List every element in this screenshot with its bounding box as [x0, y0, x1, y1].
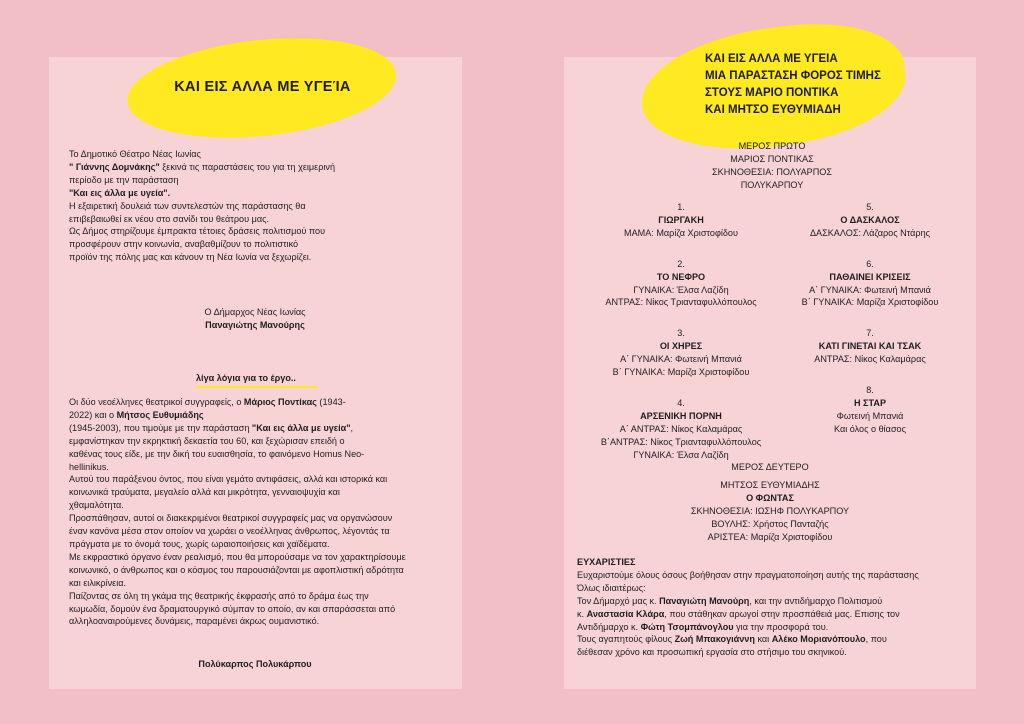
scene-number: 7.	[866, 328, 874, 339]
part-one-direction: ΣΚΗΝΟΘΕΣΙΑ: ΠΟΛΥΑΡΠΟΣ	[712, 166, 832, 177]
right-title-line: ΣΤΟΥΣ ΜΑΡΙΟ ΠΟΝΤΙΚΑ	[705, 87, 839, 99]
scene-number: 6.	[866, 258, 874, 269]
scene-title: ΟΙ ΧΗΡΕΣ	[659, 341, 703, 352]
scene-block	[782, 201, 958, 240]
scene-title: ΠΑΘΑΙΝΕΙ ΚΡΙΣΕΙΣ	[829, 271, 911, 282]
scene-cast: ΓΥΝΑΙΚΑ: Έλσα Λαζίδη	[633, 449, 729, 460]
intro-line: προσφέρουν στην κοινωνία, αναβαθμίζουν το πολιτιστικό	[69, 239, 299, 250]
signature-name: Παναγιώτης Μανούρης	[205, 319, 305, 330]
about-line	[69, 422, 454, 435]
text-run: Αντιδήμαρχο κ.	[577, 621, 641, 632]
bold-text: Φώτη Τσομπάνογλου	[640, 621, 734, 632]
intro-line: περίοδο με την παράσταση	[69, 174, 179, 185]
intro-line: επιβεβαιωθεί εκ νέου στο σανίδι του θεάτρου μας.	[69, 213, 270, 224]
scene-title: ΓΙΩΡΓΑΚΗ	[658, 214, 704, 225]
scene-cast: Α΄ ΑΝΤΡΑΣ: Νίκος Καλαμάρας	[619, 423, 743, 434]
part-two-cast: ΑΡΙΣΤΕΑ: Μαρίζα Χριστοφίδου	[707, 531, 833, 542]
text-run: " Γιάννης Δομνάκης"	[69, 161, 160, 172]
about-line: Με εκφραστικό όργανο έναν ρεαλισμό, που θα μπορούσαμε να τον χαρακτηρίσουμε	[69, 551, 406, 562]
part-one-heading: ΜΕΡΟΣ ΠΡΩΤΟ	[738, 141, 806, 151]
bold-text: ξεκινά τις παραστάσεις του για τη χειμερινή	[159, 161, 336, 172]
part-two-title: Ο ΦΩΝΤΑΣ	[746, 492, 794, 503]
scene-number: 3.	[677, 328, 685, 339]
right-title-line: ΚΑΙ ΕΙΣ ΑΛΛΑ ΜΕ ΥΓΕΙΑ	[705, 53, 838, 65]
text-run: 2022) και ο	[69, 409, 117, 420]
scene-title: ΚΑΤΙ ΓΙΝΕΤΑΙ ΚΑΙ ΤΣΑΚ	[818, 341, 922, 352]
scene-block	[782, 327, 958, 366]
about-line: έναν κανόνα μέσα στον οποίον να χωράει ο νεοέλληνας άνθρωπος, λέγοντάς τα	[69, 526, 390, 537]
bold-text: Παναγιώτη Μανούρη	[659, 595, 750, 606]
part-two-cast: ΒΟΥΛΗΣ: Χρήστος Πανταζής	[711, 518, 829, 529]
thanks-line: Όλως ιδιαιτέρως:	[577, 582, 646, 593]
about-line: Προσπάθησαν, αυτοί οι διακεκριμένοι θεατρικοί συγγραφείς μας να οργανώσουν	[69, 513, 393, 524]
scene-cast: Α΄ ΓΥΝΑΙΚΑ: Φωτεινή Μπανιά	[620, 354, 742, 365]
right-title	[705, 51, 905, 119]
bold-text: Αναστασία Κλάρα	[586, 608, 665, 619]
about-heading: λίγα λόγια για το έργο..	[196, 373, 296, 383]
scene-block	[583, 258, 779, 310]
thanks-section	[577, 556, 962, 659]
mayor-intro-text	[69, 148, 449, 264]
scene-cast: ΓΥΝΑΙΚΑ: Έλσα Λαζίδη	[633, 284, 729, 295]
about-line: αλληλοαναιρούμενες δυνάμεις, παραμένει άκρως ουμανιστικό.	[69, 616, 320, 627]
text-run: (1945-2003), που τιμούμε με την παράσταση	[69, 422, 252, 433]
thanks-heading: ΕΥΧΑΡΙΣΤΙΕΣ	[577, 557, 636, 567]
scene-number: 8.	[866, 385, 874, 396]
part-two-cast: ΣΚΗΝΟΘΕΣΙΑ: ΙΩΣΗΦ ΠΟΛΥΚΑΡΠΟΥ	[690, 505, 850, 516]
intro-line: προϊόν της πόλης μας και κάνουν τη Νέα Ιωνία να ξεχωρίζει.	[69, 252, 312, 263]
part-one-header	[677, 140, 867, 192]
scene-cast: Β΄ ΓΥΝΑΙΚΑ: Μαρίζα Χριστοφίδου	[801, 297, 939, 308]
about-line: χθαμαλότητα.	[69, 500, 124, 511]
about-line: Παίζοντας σε όλη τη γκάμα της θεατρικής έκφρασής από το δράμα έως την	[69, 590, 369, 601]
thanks-line	[577, 595, 962, 608]
scene-block	[583, 327, 779, 379]
intro-line	[69, 161, 449, 174]
scene-number: 5.	[866, 202, 874, 212]
intro-line: Η εξαιρετική δουλειά των συντελεστών της παράστασης θα	[69, 200, 306, 211]
article-author: Πολύκαρπος Πολυκάρπου	[198, 659, 312, 669]
bold-text: Αλέκο Μοριανόπουλο	[771, 634, 866, 645]
text-run: , που	[865, 634, 887, 645]
scene-block	[782, 384, 958, 436]
text-run: (1943-	[316, 397, 346, 407]
about-line: Αυτού του παράξενου όντος, που είναι γεμάτο αντιφάσεις, αλλά και ιστορικά και	[69, 474, 388, 485]
about-line: κωμωδία, δομούν ένα δραματουργικό σύμπαν το οποίο, αν και σπαράσσεται από	[69, 603, 396, 614]
bold-text: Ζωή Μπακογιάννη	[674, 634, 755, 645]
text-run: Τον Δήμαρχό μας κ.	[577, 595, 660, 606]
about-line: εμφανίστηκαν την εκρηκτική δεκαετία του 60, και ξεχώρισαν επειδή ο	[69, 435, 345, 446]
bold-text: Μήτσος Ευθυμιάδης	[116, 409, 204, 420]
text-run: κ.	[577, 608, 587, 619]
mayor-signature	[150, 306, 360, 332]
scene-cast: ΔΑΣΚΑΛΟΣ: Λάζαρος Ντάρης	[809, 227, 931, 238]
thanks-line	[577, 621, 962, 634]
left-title: ΚΑΙ ΕΙΣ ΑΛΛΑ ΜΕ ΥΓΕΊΑ	[174, 79, 351, 95]
right-title-line: ΚΑΙ ΜΗΤΣΟ ΕΥΘΥΜΙΑΔΗ	[705, 104, 841, 116]
scene-cast: Β΄ΑΝΤΡΑΣ: Νίκος Τριανταφυλλόπουλος	[600, 436, 762, 447]
thanks-line	[577, 633, 962, 646]
about-line: και ειλικρίνεια.	[69, 577, 127, 588]
scene-title: Ο ΔΑΣΚΑΛΟΣ	[840, 214, 900, 225]
intro-line: "Και εις άλλα με υγεία".	[69, 187, 171, 198]
scene-cast: Α΄ ΓΥΝΑΙΚΑ: Φωτεινή Μπανιά	[809, 284, 931, 295]
bold-text: Μάριος Ποντίκας	[243, 397, 317, 407]
text-run: , που στάθηκαν αρωγοί στην προσπάθειά μας. Επισης τον	[664, 608, 900, 619]
scene-cast: Φωτεινή Μπανιά	[836, 410, 904, 421]
scene-block	[583, 201, 779, 240]
intro-line: Ως Δήμος στηρίζουμε έμπρακτα τέτοιες δράσεις πολιτισμού που	[69, 226, 326, 237]
signature-role: Ο Δήμαρχος Νέας Ιωνίας	[204, 307, 306, 317]
text-run: για την προσφορά του.	[733, 621, 829, 632]
about-line: hellinikus.	[69, 461, 109, 472]
about-line: πράγματα με το όνομά τους, χωρίς ωραιοποιήσεις και χαϊδέματα.	[69, 538, 330, 549]
part-one-direction-cont: ΠΟΛΥΚΑΡΠΟΥ	[740, 179, 804, 190]
part-one-author: ΜΑΡΙΟΣ ΠΟΝΤΙΚΑΣ	[730, 153, 814, 164]
text-run: και	[754, 634, 772, 645]
scene-title: Η ΣΤΑΡ	[853, 397, 887, 408]
scene-number: 4.	[677, 397, 685, 408]
scene-block	[782, 258, 958, 310]
intro-line: Το Δημοτικό Θέατρο Νέας Ιωνίας	[69, 149, 201, 159]
scenes-right-column	[782, 201, 958, 454]
thanks-line: διέθεσαν χρόνο και προσωπική εργασία στο στήσιμο του σκηνικού.	[577, 647, 847, 658]
about-line	[69, 396, 454, 409]
about-line: κοινωνικά τραύματα, μεγαλείο αλλά και μικρότητα, γενναιοψυχία και	[69, 487, 340, 498]
scene-cast: Β΄ ΓΥΝΑΙΚΑ: Μαρίζα Χριστοφίδου	[612, 367, 750, 378]
part-two-heading: ΜΕΡΟΣ ΔΕΥΤΕΡΟ	[731, 462, 809, 472]
scene-cast: ΜΑΜΑ: Μαρίζα Χριστοφίδου	[624, 227, 738, 238]
text-run: Τους αγαπητούς φίλους	[577, 634, 675, 645]
right-title-line: ΜΙΑ ΠΑΡΑΣΤΑΣΗ ΦΟΡΟΣ ΤΙΜΗΣ	[705, 70, 881, 82]
part-two-header	[660, 461, 880, 543]
thanks-line	[577, 608, 962, 621]
about-text	[69, 396, 454, 628]
part-two-author: ΜΗΤΣΟΣ ΕΥΘΥΜΙΑΔΗΣ	[720, 479, 820, 490]
thanks-line: Ευχαριστούμε όλους όσους βοήθησαν στην πραγματοποίηση αυτής της παράστασης	[577, 569, 919, 580]
text-run: Οι δύο νεοέλληνες θεατρικοί συγγραφείς, ο	[69, 397, 244, 407]
scene-number: 2.	[677, 258, 685, 269]
about-heading-underline	[196, 386, 318, 388]
scene-block	[583, 397, 779, 462]
scene-title: ΑΡΣΕΝΙΚΗ ΠΟΡΝΗ	[640, 410, 722, 421]
text-run: ,	[350, 422, 354, 433]
thanks-lines	[577, 569, 962, 659]
scene-title: ΤΟ ΝΕΦΡΟ	[656, 271, 706, 282]
scene-cast: ΑΝΤΡΑΣ: Νίκος Τριανταφυλλόπουλος	[605, 297, 757, 308]
about-line: καθένας τους είδε, με την δική του ευαισθησία, το φαινόμενο Homus Neo-	[69, 448, 365, 459]
scene-cast: Και όλος ο θίασος	[834, 423, 906, 434]
bold-text: "Και εις άλλα με υγεία"	[251, 422, 351, 433]
text-run: , και την αντιδήμαρχο Πολιτισμού	[749, 595, 883, 606]
about-line: κοινωνικό, ο άνθρωπος και ο κόσμος του παρουσιάζονται με αφοπλιστική αδρότητα	[69, 564, 404, 575]
scenes-left-column	[583, 201, 779, 480]
scene-number: 1.	[677, 202, 685, 212]
scene-cast: ΑΝΤΡΑΣ: Νίκος Καλαμάρας	[814, 354, 926, 365]
about-line	[69, 409, 454, 422]
